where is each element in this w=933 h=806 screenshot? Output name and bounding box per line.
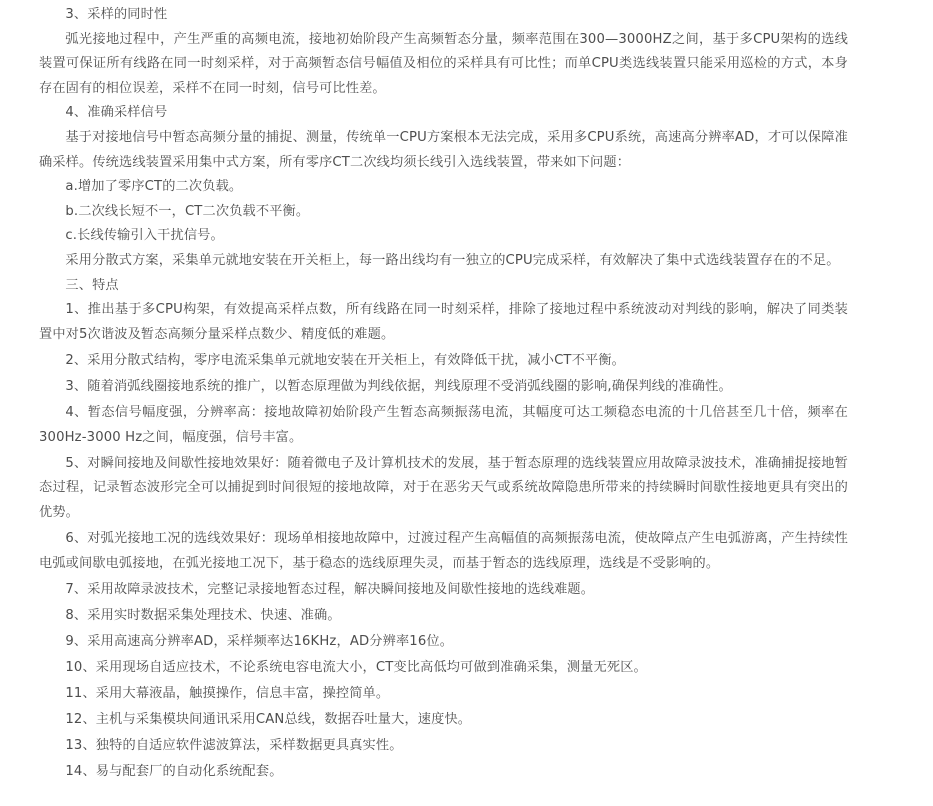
feature-item-10: 10、采用现场自适应技术，不论系统电容电流大小，CT变比高低均可做到准确采集，测量无死区。 [65,659,647,675]
problem-item-a: a.增加了零序CT的二次负载。 [65,179,243,195]
feature-item-1: 1、推出基于多CPU构架，有效提高采样点数，所有线路在同一时刻采样，排除了接地过程中系统波动对判线的影响，解决了同类装置中对5次谐波及暂态高频分量采样点数少、精度低的难题。 [39,302,848,342]
feature-item-2: 2、采用分散式结构，零序电流采集单元就地安装在开关柜上，有效降低干扰，减小CT不平衡。 [65,352,625,368]
section-4-conclusion: 采用分散式方案，采集单元就地安装在开关柜上，每一路出线均有一独立的CPU完成采样，有效解决了集中式选线装置存在的不足。 [65,252,840,268]
feature-item-13: 13、独特的自适应软件滤波算法，采样数据更具真实性。 [65,738,403,754]
feature-item-14: 14、易与配套厂的自动化系统配套。 [65,764,283,780]
problem-item-b: b.二次线长短不一，CT二次负载不平衡。 [65,203,310,219]
section-3-heading: 3、采样的同时性 [65,7,168,22]
feature-item-12: 12、主机与采集模块间通讯采用CAN总线，数据吞吐量大，速度快。 [65,712,472,728]
problem-item-c: c.长线传输引入干扰信号。 [65,228,224,244]
section-4-heading: 4、准确采样信号 [65,105,168,121]
feature-item-4: 4、暂态信号幅度强，分辨率高：接地故障初始阶段产生暂态高频振荡电流，其幅度可达工频稳态电流的十几倍甚至几十倍，频率在300Hz-3000 Hz之间，幅度强，信号丰富。 [39,405,848,445]
feature-item-9: 9、采用高速高分辨率AD，采样频率达16KHz，AD分辨率16位。 [65,633,454,649]
features-heading: 三、特点 [65,277,119,293]
feature-item-6: 6、对弧光接地工况的选线效果好：现场单相接地故障中，过渡过程产生高幅值的高频振荡电流，使故障点产生电弧游离，产生持续性电弧或间歇电弧接地，在弧光接地工况下，基于稳态的选线原理失灵，而基于暂态的选线原理，选线是不受影响的。 [39,530,848,571]
feature-item-5: 5、对瞬间接地及间歇性接地效果好：随着微电子及计算机技术的发展，基于暂态原理的选线装置应用故障录波技术，准确捕捉接地暂态过程，记录暂态波形完全可以捕捉到时间很短的接地故障，对于在恶劣天气或系统故障隐患所带来的持续瞬时间歇性接地更具有突出的优势。 [39,455,848,520]
feature-item-8: 8、采用实时数据采集处理技术、快速、准确。 [65,607,341,623]
section-3-paragraph: 弧光接地过程中，产生严重的高频电流，接地初始阶段产生高频暂态分量，频率范围在300—3000HZ之间，基于多CPU架构的选线装置可保证所有线路在同一时刻采样，对于高频暂态信号幅值及相位的采样具有可比性；而单CPU类选线装置只能采用巡检的方式，本身存在固有的相位误差，采样不在同一时刻，信号可比性差。 [39,31,848,96]
feature-item-3: 3、随着消弧线圈接地系统的推广，以暂态原理做为判线依据，判线原理不受消弧线圈的影响,确保判线的准确性。 [65,378,732,394]
feature-item-7: 7、采用故障录波技术，完整记录接地暂态过程，解决瞬间接地及间歇性接地的选线难题。 [65,581,595,597]
section-4-paragraph: 基于对接地信号中暂态高频分量的捕捉、测量，传统单一CPU方案根本无法完成，采用多CPU系统，高速高分辨率AD，才可以保障准确采样。传统选线装置采用集中式方案，所有零序CT二次线均须长线引入选线装置，带来如下问题： [39,129,848,170]
feature-item-11: 11、采用大幕液晶，触摸操作，信息丰富，操控简单。 [65,686,390,702]
